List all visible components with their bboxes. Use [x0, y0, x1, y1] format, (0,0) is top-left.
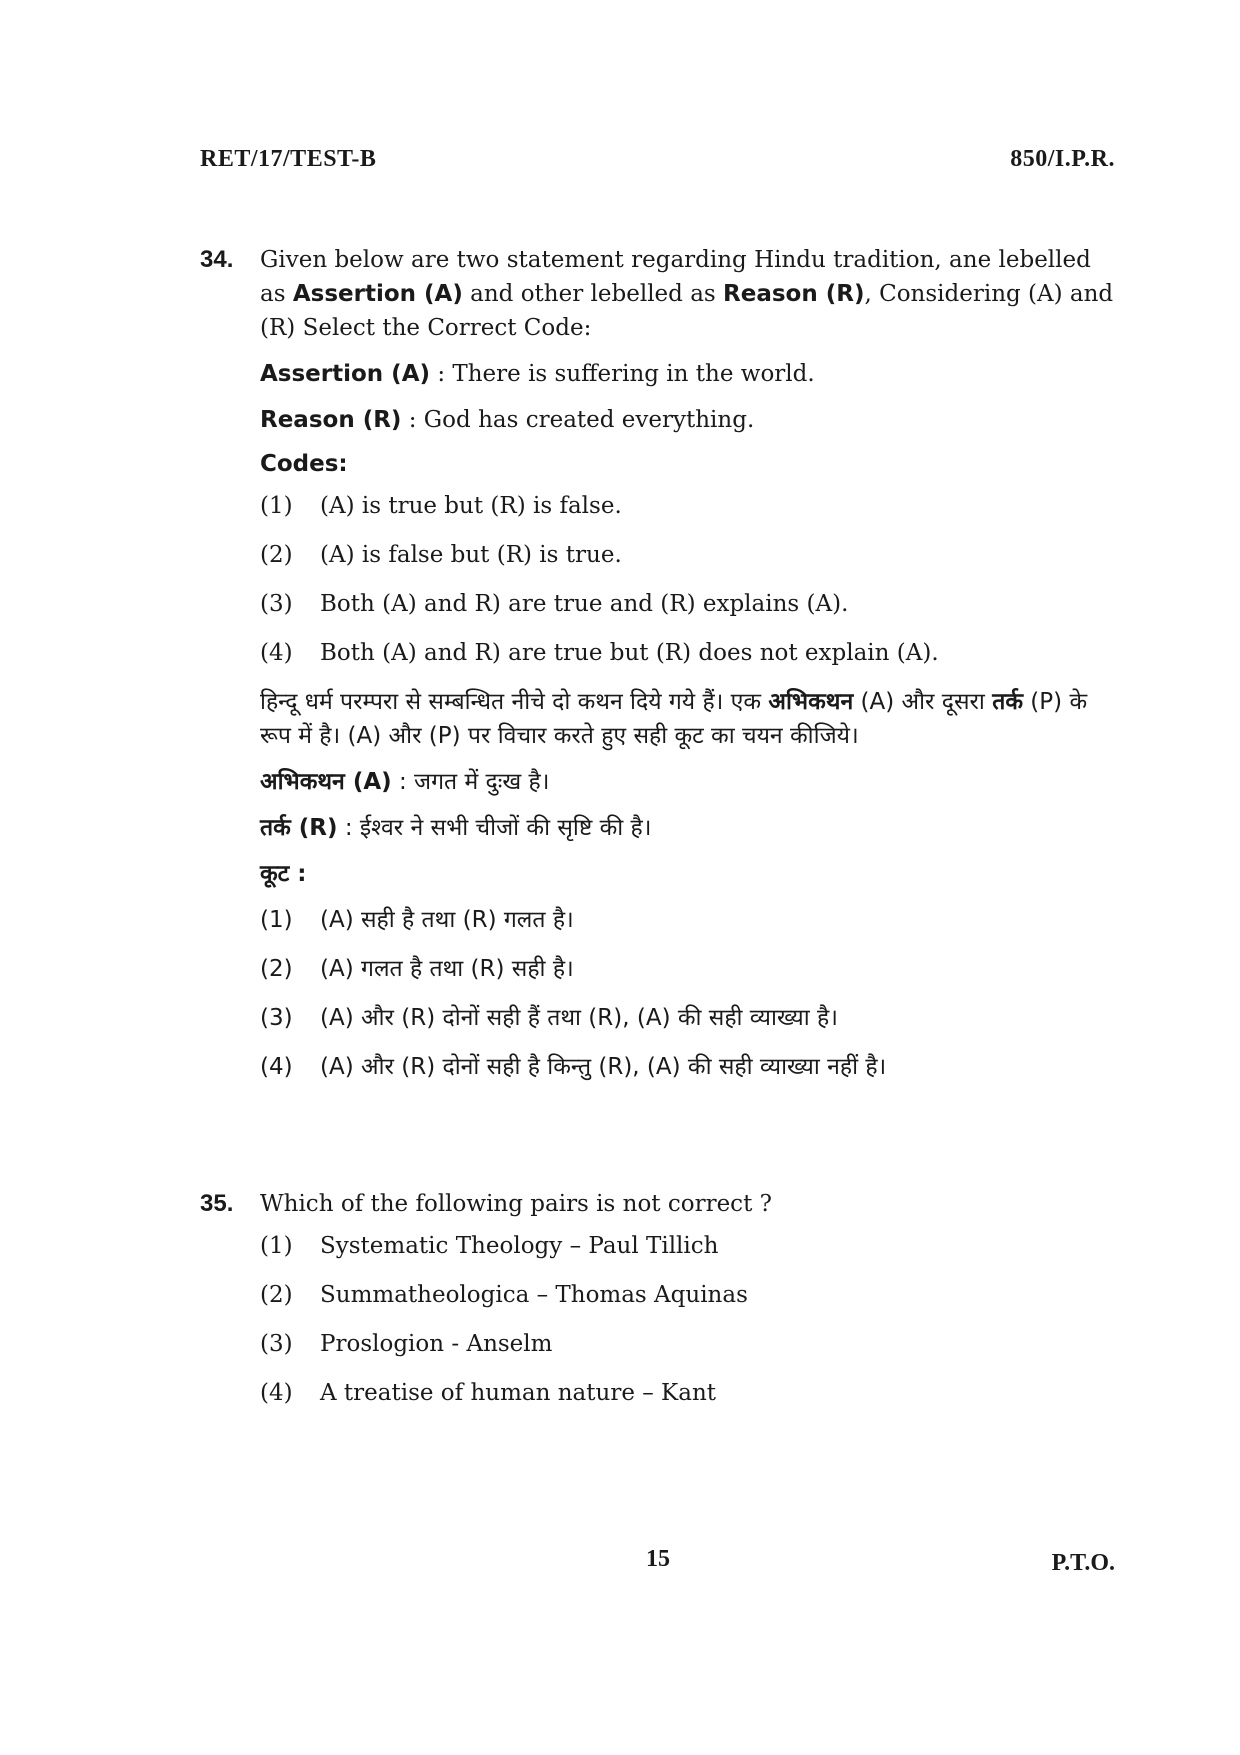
option-text: (A) और (R) दोनों सही हैं तथा (R), (A) की सही व्याख्या है। [320, 1005, 838, 1031]
hindi-reason-label: तर्क (R) [260, 815, 338, 841]
hindi-option[interactable] [260, 952, 1120, 986]
option-text: (A) गलत है तथा (R) सही है। [320, 956, 574, 982]
option-number: (2) [260, 956, 293, 982]
option-text: Systematic Theology – Paul Tillich [320, 1233, 719, 1259]
hindi-stem [260, 685, 1120, 753]
hindi-reason-text: : ईश्वर ने सभी चीजों की सृष्टि की है। [337, 815, 652, 841]
stem-assertion-label: Assertion (A) [292, 281, 463, 307]
option-number: (1) [260, 493, 293, 519]
question-number: 34. [200, 246, 234, 273]
reason-label: Reason (R) [260, 407, 402, 433]
option[interactable] [260, 489, 1120, 523]
options-list [260, 489, 1120, 670]
option-text: (A) और (R) दोनों सही है किन्तु (R), (A) की सही व्याख्या नहीं है। [320, 1054, 887, 1080]
option[interactable] [260, 538, 1120, 572]
option-text: A treatise of human nature – Kant [320, 1380, 717, 1406]
page-header [200, 146, 1115, 173]
option-number: (3) [260, 1005, 293, 1031]
option-number: (2) [260, 1282, 293, 1308]
stem-text: Given below are two statement regarding Hindu tradition, ane lebelled as [260, 247, 1091, 307]
hindi-options-list [260, 903, 1120, 1084]
option[interactable] [260, 636, 1120, 670]
please-turn-over: P.T.O. [1051, 1550, 1115, 1576]
question-number: 35. [200, 1190, 234, 1217]
hindi-codes-label: कूट : [260, 861, 307, 887]
option[interactable] [260, 1376, 1120, 1410]
option-number: (3) [260, 591, 293, 617]
option-text: Both (A) and R) are true and (R) explains (A). [320, 591, 849, 617]
stem-reason-label: Reason (R) [723, 281, 865, 307]
hindi-option[interactable] [260, 1001, 1120, 1035]
option-number: (3) [260, 1331, 293, 1357]
hindi-assertion-word: अभिकथन [768, 689, 854, 715]
option-number: (1) [260, 907, 293, 933]
option-text: (A) is true but (R) is false. [320, 493, 622, 519]
assertion-label: Assertion (A) [260, 361, 431, 387]
stem-text: and other lebelled as [462, 281, 724, 307]
codes-label: Codes: [260, 451, 348, 477]
hindi-stem-text: (P) के रूप में है। (A) और (P) पर विचार करते हुए सही कूट का चयन कीजिये। [260, 689, 1088, 749]
question-stem: Which of the following pairs is not correct ? [260, 1191, 772, 1217]
reason-text: : God has created everything. [401, 407, 755, 433]
hindi-assertion-text: : जगत में दुःख है। [391, 769, 550, 795]
option-number: (4) [260, 640, 293, 666]
stem-text: , Considering (A) and (R) Select the Correct Code: [260, 281, 1114, 341]
hindi-option[interactable] [260, 1050, 1120, 1084]
hindi-option[interactable] [260, 903, 1120, 937]
paper-code: RET/17/TEST-B [200, 146, 377, 172]
option-number: (4) [260, 1054, 293, 1080]
option-text: Proslogion - Anselm [320, 1331, 553, 1357]
reason [260, 403, 1120, 437]
option-number: (4) [260, 1380, 293, 1406]
assertion [260, 357, 1120, 391]
option-number: (2) [260, 542, 293, 568]
option[interactable] [260, 1327, 1120, 1361]
question-stem [260, 243, 1120, 345]
page-footer [200, 1546, 1115, 1586]
option-number: (1) [260, 1233, 293, 1259]
hindi-reason [260, 811, 1120, 845]
option[interactable] [260, 1278, 1120, 1312]
options-list [260, 1229, 1120, 1410]
page-number: 15 [646, 1546, 670, 1572]
question-35 [200, 1187, 1120, 1425]
paper-id: 850/I.P.R. [1010, 146, 1115, 172]
assertion-text: : There is suffering in the world. [430, 361, 815, 387]
hindi-stem-text: (A) और दूसरा [853, 689, 993, 715]
hindi-reason-word: तर्क [992, 689, 1023, 715]
option-text: (A) सही है तथा (R) गलत है। [320, 907, 574, 933]
hindi-stem-text: हिन्दू धर्म परम्परा से सम्बन्धित नीचे दो कथन दिये गये हैं। एक [260, 689, 769, 715]
option[interactable] [260, 587, 1120, 621]
option-text: Both (A) and R) are true but (R) does not explain (A). [320, 640, 939, 666]
option-text: (A) is false but (R) is true. [320, 542, 622, 568]
option[interactable] [260, 1229, 1120, 1263]
hindi-assertion [260, 765, 1120, 799]
option-text: Summatheologica – Thomas Aquinas [320, 1282, 748, 1308]
hindi-assertion-label: अभिकथन (A) [260, 769, 392, 795]
question-34 [200, 243, 1120, 1099]
